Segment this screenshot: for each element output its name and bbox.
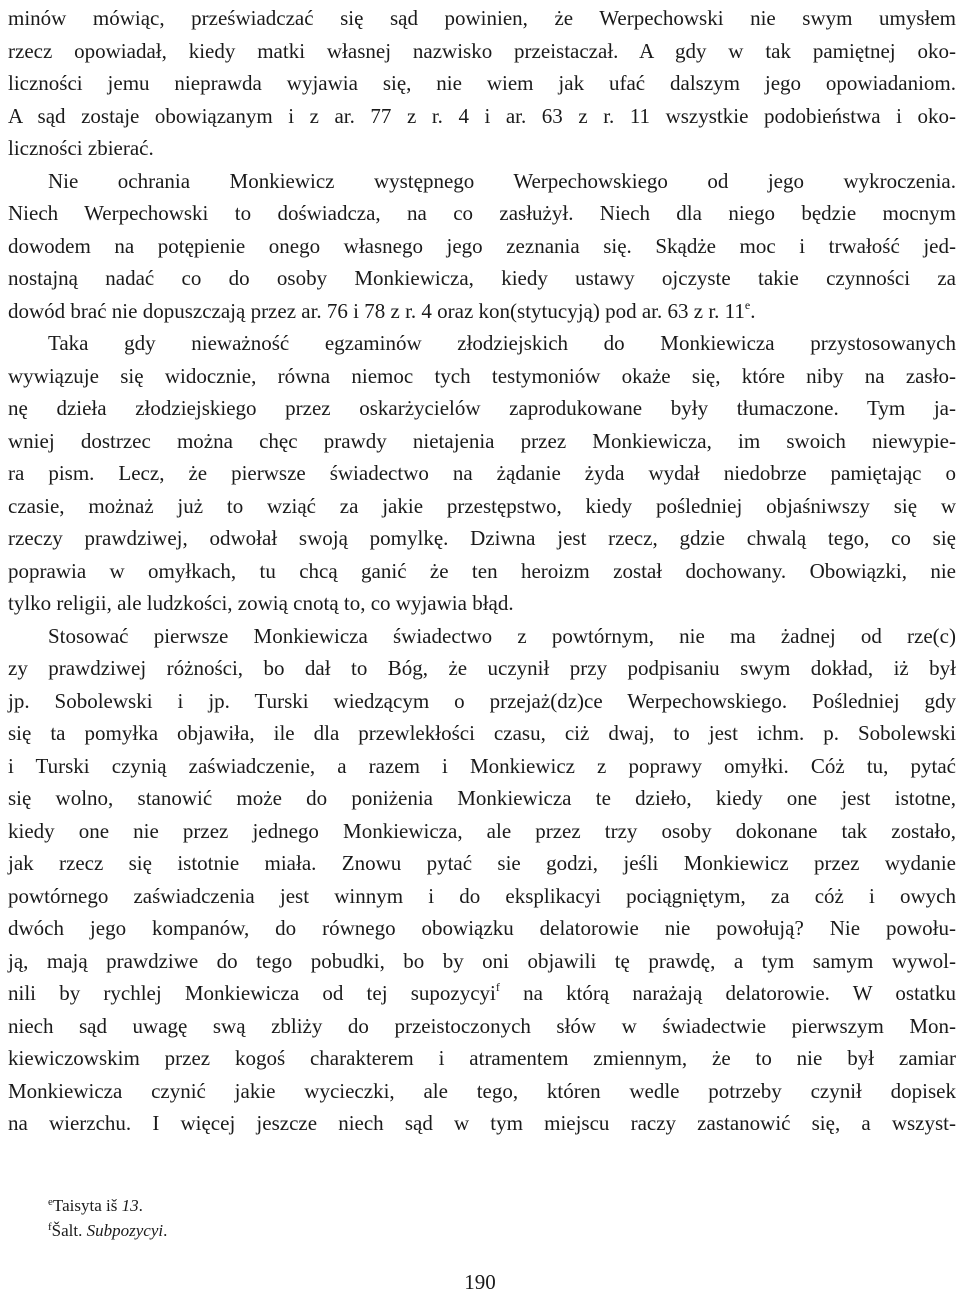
text-segment: nili by rychlej Monkiewicza od tej supozycyi [8,981,496,1005]
text-line: czasie, możnaż już to wziąć za jakie przestępstwo, kiedy pośledniej objaśniwszy się w [8,493,956,518]
text-line: jak rzecz się istotnie miała. Znowu pytać sie godzi, jeśli Monkiewicz przez wydanie [8,851,956,875]
text-line: i Turski czynią zaświadczenie, a razem i Monkiewicz z poprawy omyłki. Cóż tu, pytać [8,753,956,778]
text-line: poprawia w omyłkach, tu chcą ganić że ten heroizm został dochowany. Obowiązki, nie [8,558,956,583]
text-line: liczności zbierać. [8,136,154,160]
page-number: 190 [464,1270,496,1294]
footnote-italic: 13 [121,1196,139,1215]
text-line: rzeczy prawdziwej, odwołał swoją pomylkę. Dziwna jest rzecz, gdzie chwalą tego, co się [8,526,956,550]
paragraph-start-line: Taka gdy nieważność egzaminów złodziejskich do Monkiewicza przystosowanych [48,331,956,355]
footnote-label: e [48,1196,53,1208]
text-line: liczności jemu nieprawda wyjawia się, nie wiem jak ufać dalszym jego opowiadaniom. [8,71,956,95]
footnote-e [48,1193,167,1218]
text-line: ją, mają prawdziwe do tego pobudki, bo by oni objawili tę prawdę, a tym samym wywol- [8,948,956,973]
text-line: tylko religii, ale ludzkości, zowią cnotą to, co wyjawia błąd. [8,591,514,615]
text-segment: dowód brać nie dopuszczają przez ar. 76 i 78 z r. 4 oraz kon(stytucyją) pod ar. 63 z r. 11 [8,298,745,323]
text-line [8,977,956,1010]
footnote-italic: Subpozycyi [86,1221,164,1240]
text-line: powtórnego zaświadczenia jest winnym i do eksplikacyi pociągniętym, za cóż i owych [8,883,956,908]
text-line: Monkiewicza czynić jakie wycieczki, ale tego, któren wedle potrzeby czynił dopisek [8,1078,956,1103]
text-line: nę dzieła złodziejskiego przez oskarżycielów zaprodukowane były tłumaczone. Tym ja- [8,396,956,420]
footnote-end: . [163,1221,168,1240]
text-line: wniej dostrzec można chęc prawdy nietajenia przez Monkiewicza, im swoich niewypie- [8,428,956,453]
paragraph-start-line: Stosować pierwsze Monkiewicza świadectwo z powtórnym, nie ma żadnej od rze(c) [48,623,956,648]
text-line: kiedy one nie przez jednego Monkiewicza, ale przez trzy osoby dokonane tak zostało, [8,818,956,843]
text-line: jp. Sobolewski i jp. Turski wiedzącym o przejaż(dz)ce Werpechowskiego. Pośledniej gdy [8,688,956,713]
text-line: się wolno, stanowić może do poniżenia Monkiewicza te dzieło, kiedy one jest istotne, [8,786,956,810]
text-line: A sąd zostaje obowiązanym i z ar. 77 z r. 4 i ar. 63 z r. 11 wszystkie podobieństwa i oko- [8,103,956,128]
footnote-text: Taisyta iš [52,1196,122,1215]
footnote-end: . [138,1196,143,1215]
text-segment: na którą narażają delatorowie. W ostatku [523,981,956,1005]
text-line: niech sąd uwagę swą zbliży do przeistoczonych słów w świadectwie pierwszym Mon- [8,1013,956,1038]
text-line: nostajną nadać co do osoby Monkiewicza, kiedy ustawy ojczyste takie czynności za [8,266,956,290]
footnote-ref-e: e [744,297,751,312]
text-line: ra pism. Lecz, że pierwsze świadectwo na żądanie żyda wydał niedobrze pamiętając o [8,461,956,485]
text-line: rzecz opowiadał, kiedy matki własnej nazwisko przeistaczał. A gdy w tak pamiętnej oko- [8,38,956,63]
paragraph-start-line: Nie ochrania Monkiewicz występnego Werpechowskiego od jego wykroczenia. [48,168,956,193]
footnote-label: f [48,1221,52,1233]
body-text [8,2,956,1140]
text-line: dwóch jego kompanów, do równego obowiązku delatorowie nie powołują? Nie powołu- [8,916,956,940]
text-line: kiewiczowskim przez kogoś charakterem i atramentem zmiennym, że to nie był zamiar [8,1046,956,1070]
text-line: się ta pomyłka objawiła, ile dla przewlekłości czasu, ciż dwaj, to jest ichm. p. Sobolewski [8,721,956,745]
text-line: minów mówiąc, przeświadczać się sąd powinien, że Werpechowski nie swym umysłem [8,6,956,30]
text-line: dowód brać nie dopuszczają przez ar. 76 i 78 z r. 4 oraz kon(stytucyją) pod ar. 63 z r. 11e. [8,297,756,323]
text-line: wywiązuje się widocznie, równa niemoc tych testymoniów okaże się, które niby na zasło- [8,363,956,388]
text-line: zy prawdziwej różności, bo dał to Bóg, że uczynił przy podpisaniu swym dokład, iż był [8,656,956,680]
footnotes [48,1193,167,1243]
footnote-text: Šalt. [51,1221,87,1240]
footnote-ref-f: f [495,980,500,994]
footnote-f [48,1218,167,1243]
text-line: na wierzchu. I więcej jeszcze niech sąd w tym miejscu raczy zastanowić się, a wszyst- [8,1111,956,1135]
text-line: dowodem na potępienie onego własnego jego zeznania się. Skądże moc i trwałość jed- [8,233,956,258]
text-line: Niech Werpechowski to doświadcza, na co zasłużył. Niech dla niego będzie mocnym [8,201,956,225]
